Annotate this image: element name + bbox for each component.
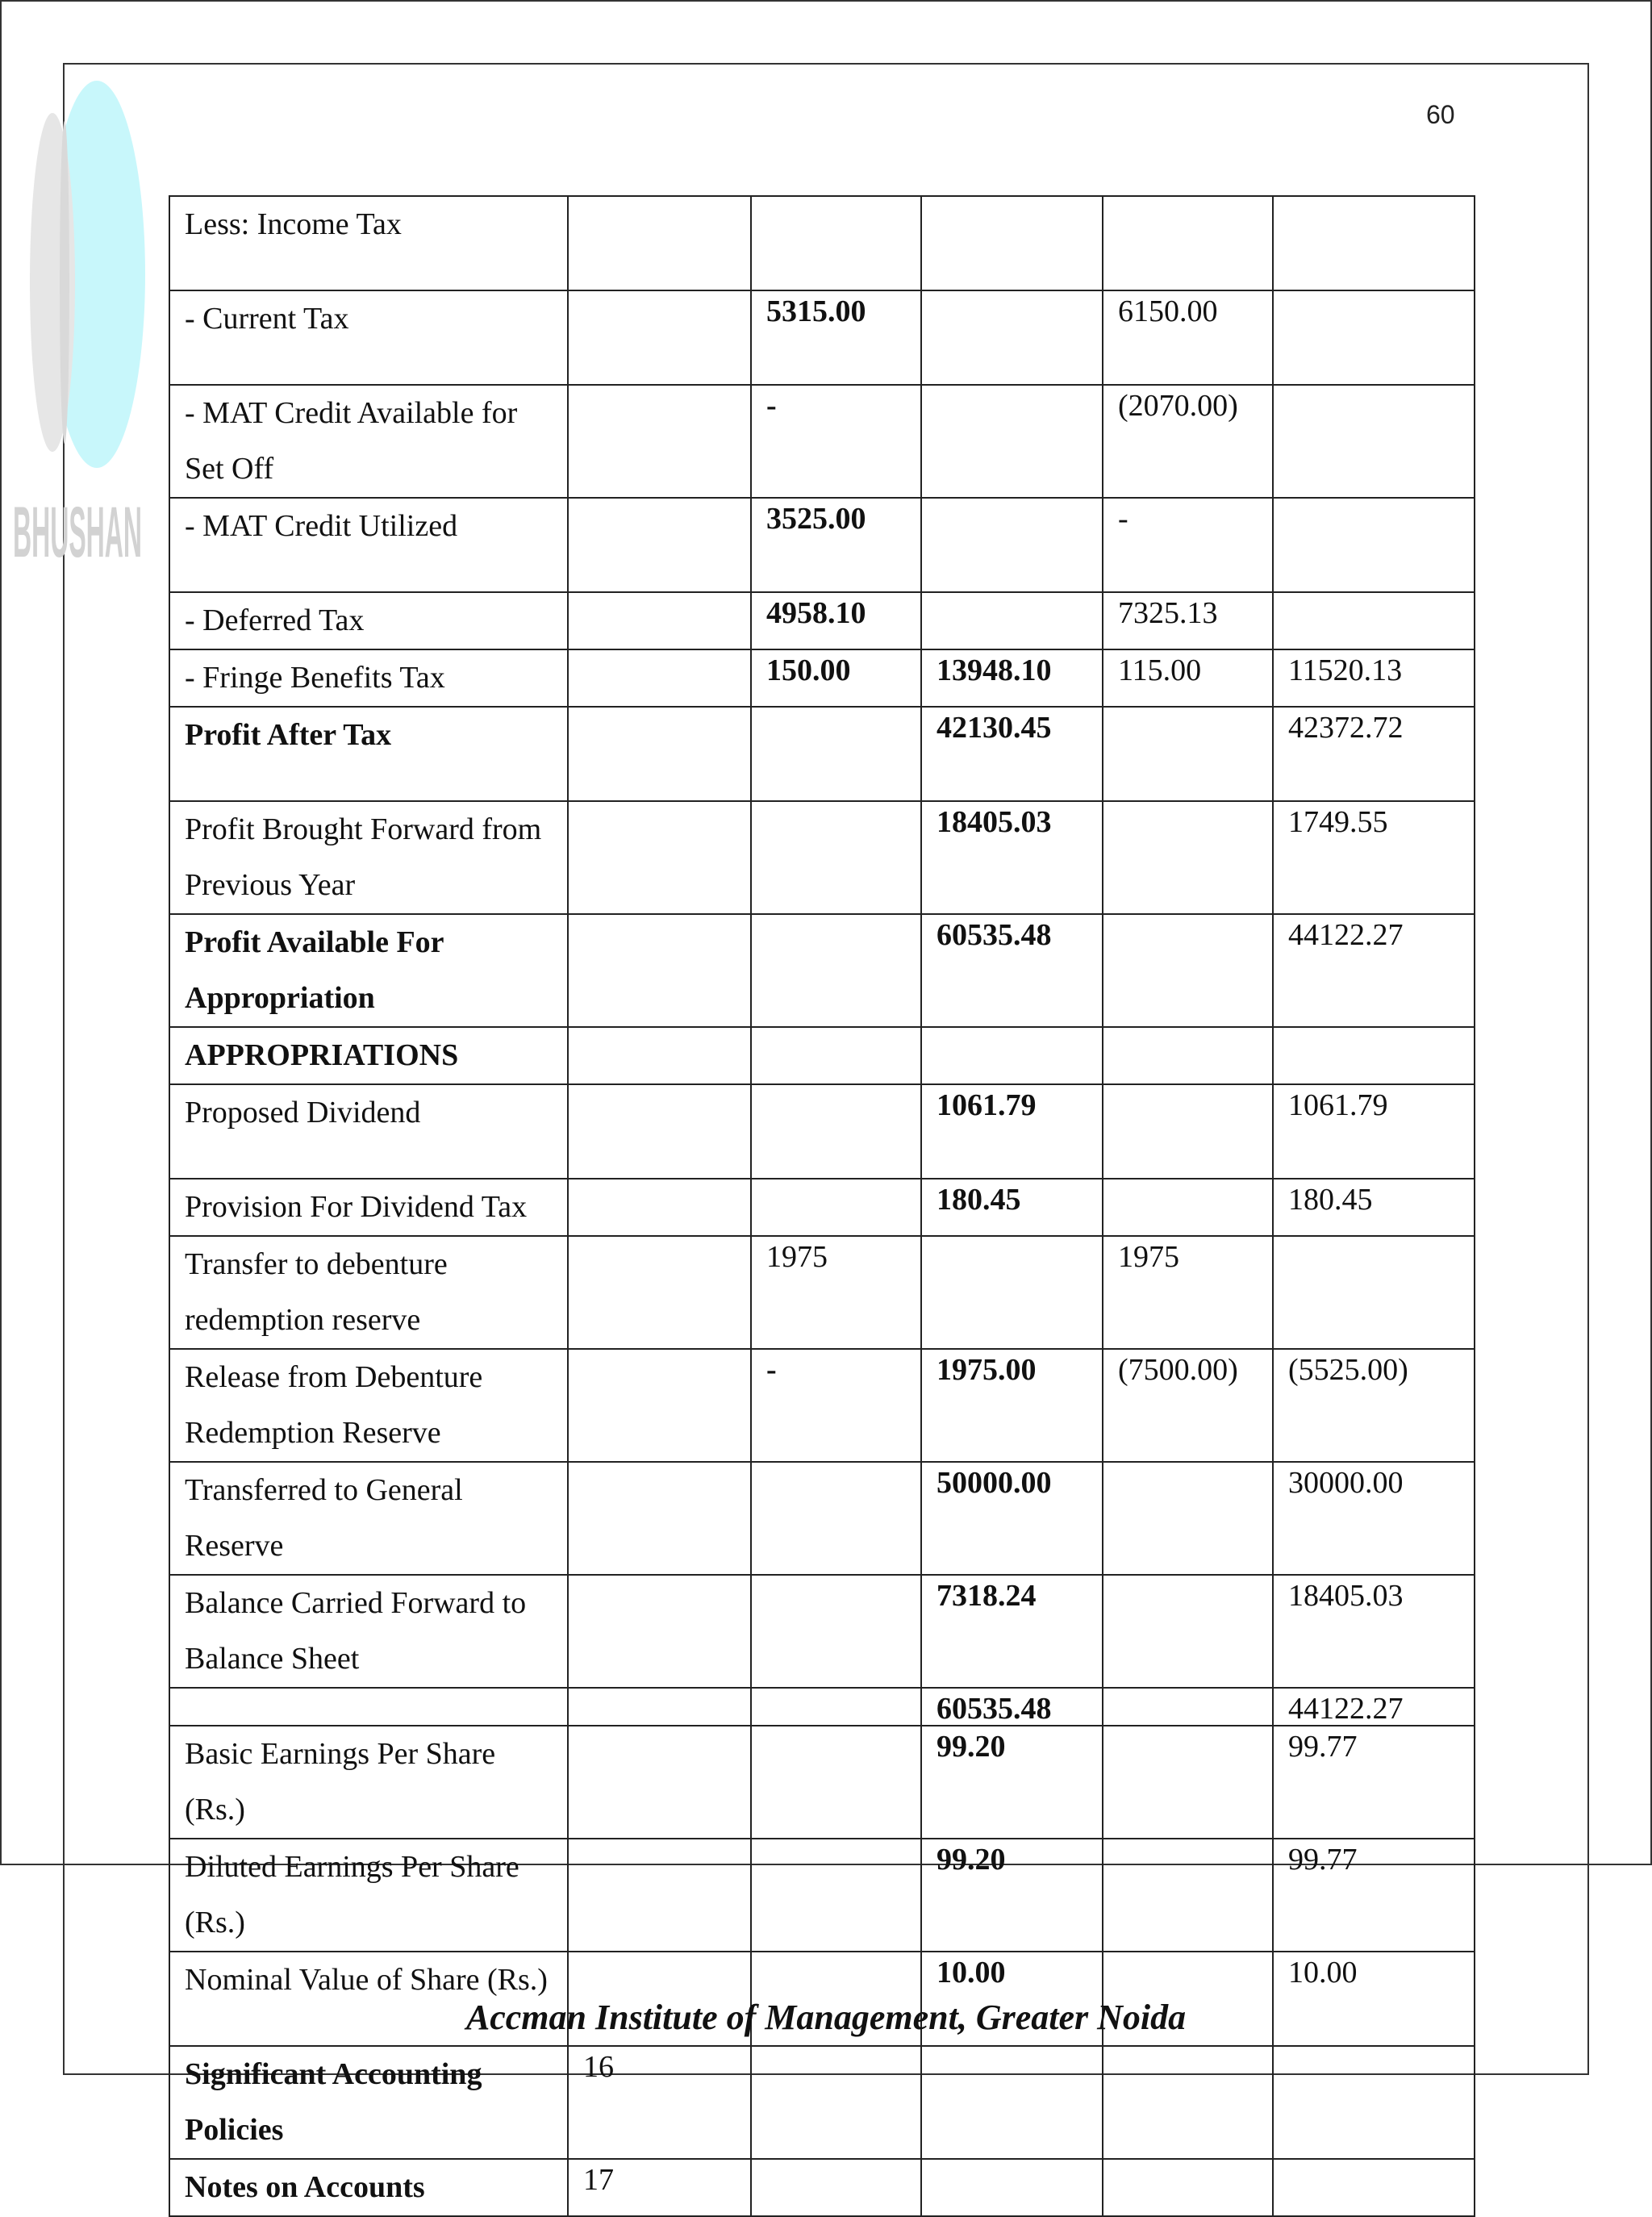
amount-cell [751,1084,921,1179]
amount-cell: 60535.48 [921,1688,1103,1726]
amount-cell [568,707,751,801]
amount-cell: 30000.00 [1273,1462,1475,1575]
amount-cell [1103,1027,1273,1084]
amount-cell: 1975.00 [921,1349,1103,1462]
amount-cell: 13948.10 [921,649,1103,707]
table-row [169,1236,1475,1349]
row-label: Less: Income Tax [169,196,568,290]
amount-cell: 10.00 [1273,1952,1475,2046]
amount-cell: 4958.10 [751,592,921,649]
amount-cell [751,196,921,290]
table-row [169,1027,1475,1084]
table-row [169,1726,1475,1839]
table-row [169,1688,1475,1726]
amount-cell [751,2159,921,2216]
amount-cell: 1749.55 [1273,801,1475,914]
amount-cell: 10.00 [921,1952,1103,2046]
table-row [169,1084,1475,1179]
amount-cell [1103,196,1273,290]
amount-cell [568,1688,751,1726]
amount-cell [751,1462,921,1575]
amount-cell [1103,1726,1273,1839]
amount-cell [1103,1084,1273,1179]
row-label: Profit After Tax [169,707,568,801]
amount-cell [568,1575,751,1688]
row-label: Profit Brought Forward from Previous Year [169,801,568,914]
institute-footer: Accman Institute of Management, Greater Noida [465,1998,1187,2037]
table-row [169,649,1475,707]
amount-cell [751,914,921,1027]
amount-cell: 44122.27 [1273,1688,1475,1726]
amount-cell: 99.20 [921,1726,1103,1839]
amount-cell [751,707,921,801]
amount-cell [921,290,1103,385]
page-number: 60 [1426,100,1455,129]
table-row [169,1179,1475,1236]
amount-cell [921,1236,1103,1349]
amount-cell [568,290,751,385]
amount-cell: 11520.13 [1273,649,1475,707]
amount-cell [921,2046,1103,2159]
amount-cell: - [751,385,921,498]
amount-cell [568,801,751,914]
statement-body [169,196,1475,2216]
amount-cell [1273,498,1475,592]
amount-cell [1273,2159,1475,2216]
amount-cell [921,385,1103,498]
amount-cell: 99.77 [1273,1839,1475,1952]
amount-cell [1273,290,1475,385]
amount-cell: 115.00 [1103,649,1273,707]
amount-cell [568,1236,751,1349]
amount-cell: 42372.72 [1273,707,1475,801]
watermark-text: BHUSHAN [13,491,142,573]
row-label: - MAT Credit Utilized [169,498,568,592]
amount-cell: 60535.48 [921,914,1103,1027]
amount-cell [568,1839,751,1952]
table-row [169,1462,1475,1575]
amount-cell [568,1179,751,1236]
amount-cell [568,649,751,707]
row-label: - Current Tax [169,290,568,385]
amount-cell: 6150.00 [1103,290,1273,385]
amount-cell [1103,1575,1273,1688]
amount-cell: 50000.00 [921,1462,1103,1575]
amount-cell [1103,707,1273,801]
amount-cell: 180.45 [1273,1179,1475,1236]
amount-cell [1273,196,1475,290]
amount-cell [1103,1179,1273,1236]
amount-cell [568,592,751,649]
row-label: Diluted Earnings Per Share (Rs.) [169,1839,568,1952]
amount-cell [1103,1839,1273,1952]
amount-cell [568,498,751,592]
amount-cell: 1975 [1103,1236,1273,1349]
amount-cell: 16 [568,2046,751,2159]
row-label: Provision For Dividend Tax [169,1179,568,1236]
row-label: Proposed Dividend [169,1084,568,1179]
table-row [169,498,1475,592]
amount-cell [568,1349,751,1462]
amount-cell: 3525.00 [751,498,921,592]
amount-cell [921,592,1103,649]
amount-cell [568,1084,751,1179]
table-row [169,385,1475,498]
table-row [169,1575,1475,1688]
amount-cell: - [751,1349,921,1462]
amount-cell [568,385,751,498]
table-row [169,290,1475,385]
amount-cell [1273,2046,1475,2159]
amount-cell [751,1688,921,1726]
table-row [169,2159,1475,2216]
row-label: Basic Earnings Per Share (Rs.) [169,1726,568,1839]
amount-cell: 1061.79 [921,1084,1103,1179]
amount-cell: 18405.03 [921,801,1103,914]
table-row [169,196,1475,290]
row-label [169,1688,568,1726]
row-label: Profit Available For Appropriation [169,914,568,1027]
amount-cell [568,1726,751,1839]
amount-cell [921,2159,1103,2216]
amount-cell [1103,1462,1273,1575]
amount-cell: (5525.00) [1273,1349,1475,1462]
amount-cell [568,914,751,1027]
amount-cell: (2070.00) [1103,385,1273,498]
row-label: Significant Accounting Policies [169,2046,568,2159]
row-label: Notes on Accounts [169,2159,568,2216]
amount-cell [921,196,1103,290]
amount-cell [568,1027,751,1084]
amount-cell [921,1027,1103,1084]
amount-cell: 5315.00 [751,290,921,385]
amount-cell [751,2046,921,2159]
table-row [169,707,1475,801]
amount-cell [1103,801,1273,914]
amount-cell: 7318.24 [921,1575,1103,1688]
row-label: Nominal Value of Share (Rs.) [169,1952,568,2046]
amount-cell: 1975 [751,1236,921,1349]
amount-cell [751,1726,921,1839]
amount-cell [1273,1027,1475,1084]
row-label: Balance Carried Forward to Balance Sheet [169,1575,568,1688]
table-row [169,1839,1475,1952]
bhushan-logo-watermark [8,40,145,589]
amount-cell: 99.77 [1273,1726,1475,1839]
row-label: - Fringe Benefits Tax [169,649,568,707]
amount-cell: 150.00 [751,649,921,707]
amount-cell [1103,2159,1273,2216]
profit-and-loss-table [169,195,1475,2217]
amount-cell [568,1462,751,1575]
row-label: Release from Debenture Redemption Reserve [169,1349,568,1462]
amount-cell [1103,1688,1273,1726]
row-label: Transferred to General Reserve [169,1462,568,1575]
row-label: APPROPRIATIONS [169,1027,568,1084]
amount-cell [751,1179,921,1236]
amount-cell: 17 [568,2159,751,2216]
amount-cell: 44122.27 [1273,914,1475,1027]
amount-cell: (7500.00) [1103,1349,1273,1462]
amount-cell [1273,1236,1475,1349]
table-row [169,592,1475,649]
amount-cell [751,801,921,914]
amount-cell [751,1839,921,1952]
amount-cell [751,1027,921,1084]
row-label: Transfer to debenture redemption reserve [169,1236,568,1349]
amount-cell: 42130.45 [921,707,1103,801]
amount-cell [568,196,751,290]
amount-cell [921,498,1103,592]
amount-cell: 180.45 [921,1179,1103,1236]
amount-cell: 1061.79 [1273,1084,1475,1179]
amount-cell: 99.20 [921,1839,1103,1952]
table-row [169,914,1475,1027]
amount-cell [1273,592,1475,649]
amount-cell [1103,2046,1273,2159]
amount-cell [1103,914,1273,1027]
amount-cell: 7325.13 [1103,592,1273,649]
row-label: - MAT Credit Available for Set Off [169,385,568,498]
amount-cell [751,1575,921,1688]
amount-cell: 18405.03 [1273,1575,1475,1688]
table-row [169,1349,1475,1462]
row-label: - Deferred Tax [169,592,568,649]
table-row [169,801,1475,914]
amount-cell: - [1103,498,1273,592]
table-row [169,2046,1475,2159]
amount-cell [1273,385,1475,498]
